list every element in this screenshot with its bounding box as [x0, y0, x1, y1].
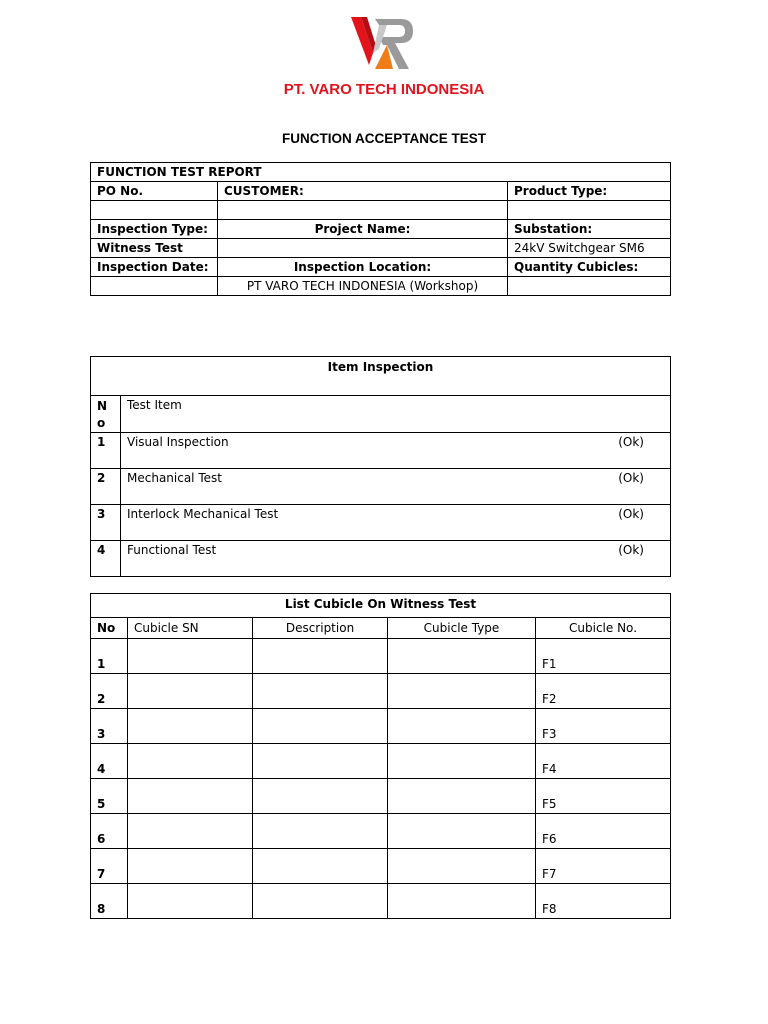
cubicle-no-cell[interactable]: F1 — [536, 639, 671, 674]
col-header-no: No — [91, 618, 128, 639]
cubicle-description-cell[interactable] — [253, 779, 388, 814]
inspection-date-label: Inspection Date: — [91, 258, 218, 277]
customer-label: CUSTOMER: — [218, 182, 508, 201]
cubicle-list-table — [90, 593, 671, 919]
quantity-label: Quantity Cubicles: — [508, 258, 671, 277]
cubicle-description-cell[interactable] — [253, 744, 388, 779]
document-title: FUNCTION ACCEPTANCE TEST — [282, 131, 486, 146]
inspection-location-label: Inspection Location: — [218, 258, 508, 277]
cubicle-no-cell[interactable]: F3 — [536, 709, 671, 744]
cubicle-sn-cell[interactable] — [128, 709, 253, 744]
substation-value[interactable]: 24kV Switchgear SM6 — [508, 239, 671, 258]
col-header-cubicle-type: Cubicle Type — [388, 618, 536, 639]
quantity-value[interactable] — [508, 277, 671, 296]
product-type-label: Product Type: — [508, 182, 671, 201]
project-name-value[interactable] — [218, 239, 508, 258]
item-no: 1 — [91, 433, 121, 469]
cubicle-row — [91, 639, 671, 674]
cubicle-type-cell[interactable] — [388, 674, 536, 709]
cubicle-row — [91, 779, 671, 814]
item-inspection-table — [90, 356, 671, 577]
substation-label: Substation: — [508, 220, 671, 239]
cubicle-description-cell[interactable] — [253, 639, 388, 674]
company-logo — [349, 15, 417, 73]
cubicle-row-no: 6 — [91, 814, 128, 849]
cubicle-row — [91, 814, 671, 849]
cubicle-row — [91, 744, 671, 779]
cubicle-type-cell[interactable] — [388, 744, 536, 779]
company-name: PT. VARO TECH INDONESIA — [283, 81, 485, 98]
cubicle-description-cell[interactable] — [253, 674, 388, 709]
cubicle-type-cell[interactable] — [388, 814, 536, 849]
cubicle-row — [91, 884, 671, 919]
cubicle-no-cell[interactable]: F4 — [536, 744, 671, 779]
cubicle-type-cell[interactable] — [388, 709, 536, 744]
customer-value[interactable] — [218, 201, 508, 220]
cubicle-no-cell[interactable]: F2 — [536, 674, 671, 709]
cubicle-row — [91, 849, 671, 884]
inspection-item-row — [91, 469, 671, 505]
cubicle-row — [91, 709, 671, 744]
cubicle-row-no: 5 — [91, 779, 128, 814]
item-name: Mechanical Test — [127, 471, 222, 485]
inspection-item-row — [91, 541, 671, 577]
item-inspection-title: Item Inspection — [91, 357, 671, 396]
po-label: PO No. — [91, 182, 218, 201]
cubicle-row-no: 8 — [91, 884, 128, 919]
cubicle-type-cell[interactable] — [388, 779, 536, 814]
item-no: 3 — [91, 505, 121, 541]
cubicle-sn-cell[interactable] — [128, 814, 253, 849]
inspection-type-value[interactable]: Witness Test — [91, 239, 218, 258]
cubicle-sn-cell[interactable] — [128, 884, 253, 919]
item-result: (Ok) — [618, 435, 644, 449]
cubicle-sn-cell[interactable] — [128, 674, 253, 709]
cubicle-type-cell[interactable] — [388, 849, 536, 884]
col-header-cubicle-no: Cubicle No. — [536, 618, 671, 639]
cubicle-row-no: 7 — [91, 849, 128, 884]
inspection-item-row — [91, 505, 671, 541]
col-header-cubicle-sn: Cubicle SN — [128, 618, 253, 639]
project-name-label: Project Name: — [218, 220, 508, 239]
cubicle-description-cell[interactable] — [253, 814, 388, 849]
test-item-column-header: Test Item — [121, 396, 671, 433]
cubicle-type-cell[interactable] — [388, 884, 536, 919]
inspection-item-row — [91, 433, 671, 469]
item-result: (Ok) — [618, 471, 644, 485]
item-no: 2 — [91, 469, 121, 505]
cubicle-sn-cell[interactable] — [128, 779, 253, 814]
cubicle-row-no: 3 — [91, 709, 128, 744]
cubicle-description-cell[interactable] — [253, 709, 388, 744]
item-result: (Ok) — [618, 507, 644, 521]
inspection-type-label: Inspection Type: — [91, 220, 218, 239]
cubicle-no-cell[interactable]: F6 — [536, 814, 671, 849]
cubicle-row-no: 2 — [91, 674, 128, 709]
po-value[interactable] — [91, 201, 218, 220]
cubicle-no-cell[interactable]: F8 — [536, 884, 671, 919]
cubicle-row-no: 1 — [91, 639, 128, 674]
cubicle-sn-cell[interactable] — [128, 639, 253, 674]
product-type-value[interactable] — [508, 201, 671, 220]
inspection-date-value[interactable] — [91, 277, 218, 296]
cubicle-row-no: 4 — [91, 744, 128, 779]
cubicle-list-title: List Cubicle On Witness Test — [91, 594, 671, 618]
col-header-description: Description — [253, 618, 388, 639]
cubicle-no-cell[interactable]: F5 — [536, 779, 671, 814]
item-name: Functional Test — [127, 543, 217, 557]
cubicle-no-cell[interactable]: F7 — [536, 849, 671, 884]
report-info-table — [90, 162, 671, 296]
cubicle-description-cell[interactable] — [253, 884, 388, 919]
item-result: (Ok) — [618, 543, 644, 557]
inspection-location-value[interactable]: PT VARO TECH INDONESIA (Workshop) — [218, 277, 508, 296]
no-column-header: N o — [91, 396, 121, 433]
item-name: Interlock Mechanical Test — [127, 507, 279, 521]
cubicle-type-cell[interactable] — [388, 639, 536, 674]
item-name: Visual Inspection — [127, 435, 229, 449]
item-no: 4 — [91, 541, 121, 577]
cubicle-description-cell[interactable] — [253, 849, 388, 884]
cubicle-sn-cell[interactable] — [128, 744, 253, 779]
cubicle-sn-cell[interactable] — [128, 849, 253, 884]
report-heading: FUNCTION TEST REPORT — [91, 163, 671, 182]
cubicle-row — [91, 674, 671, 709]
